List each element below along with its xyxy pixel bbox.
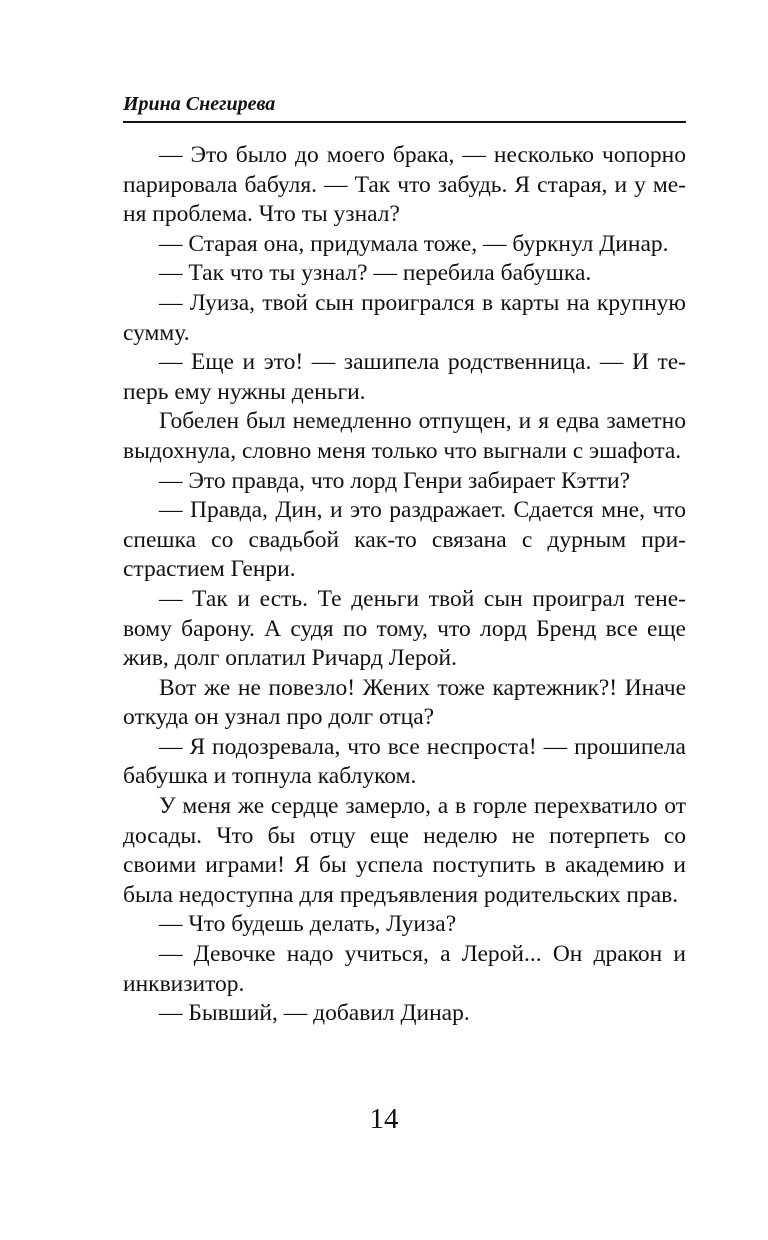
paragraph: — Правда, Дин, и это раздражает. Сдается мне, что спешка со свадьбой как-то связана с дурным пристрастием Генри. [123,497,686,583]
paragraph: — Старая она, придумала тоже, — буркнул Динар. [159,230,669,257]
paragraph: — Луиза, твой сын проигрался в карты на крупную сумму. [123,289,686,346]
paragraph: — Что будешь делать, Луиза? [159,911,457,938]
paragraph: — Так и есть. Те деньги твой сын проиграл теневому барону. А судя по тому, что лорд Бренд все еще жив, долг оплатил Ричард Лерой. [123,585,686,672]
paragraph: Гобелен был немедленно отпущен, и я едва заметно выдохнула, словно меня только что выгнали с эшафота. [123,408,686,464]
paragraph: — Это было до моего брака, — несколько чопорно парировала бабуля. — Так что забудь. Я старая, и у меня проблема. Что ты узнал? [123,142,686,228]
header-rule [123,121,686,123]
paragraph: — Девочке надо учиться, а Лерой... Он дракон и инквизитор. [123,941,686,997]
paragraph: — Это правда, что лорд Генри забирает Кэтти? [159,467,631,494]
running-head-author: Ирина Снегирева [123,93,276,115]
paragraph: — Так что ты узнал? — перебила бабушка. [159,260,592,287]
paragraph: Вот же не повезло! Жених тоже картежник?! Иначе откуда он узнал про долг отца? [123,674,686,731]
paragraph: — Бывший, — добавил Динар. [159,1000,470,1027]
page-number: 14 [369,1103,399,1135]
paragraph: — Я подозревала, что все неспроста! — прошипела бабушка и топнула каблуком. [123,733,686,790]
paragraph: У меня же сердце замерло, а в горле перехватило от досады. Что бы отцу еще неделю не потерпеть со своими играми! Я бы успела поступить в академию и была недоступна для предъявления родительских прав. [123,793,686,908]
paragraph: — Еще и это! — зашипела родственница. — И теперь ему нужны деньги. [123,349,686,405]
body-text [123,141,686,1029]
